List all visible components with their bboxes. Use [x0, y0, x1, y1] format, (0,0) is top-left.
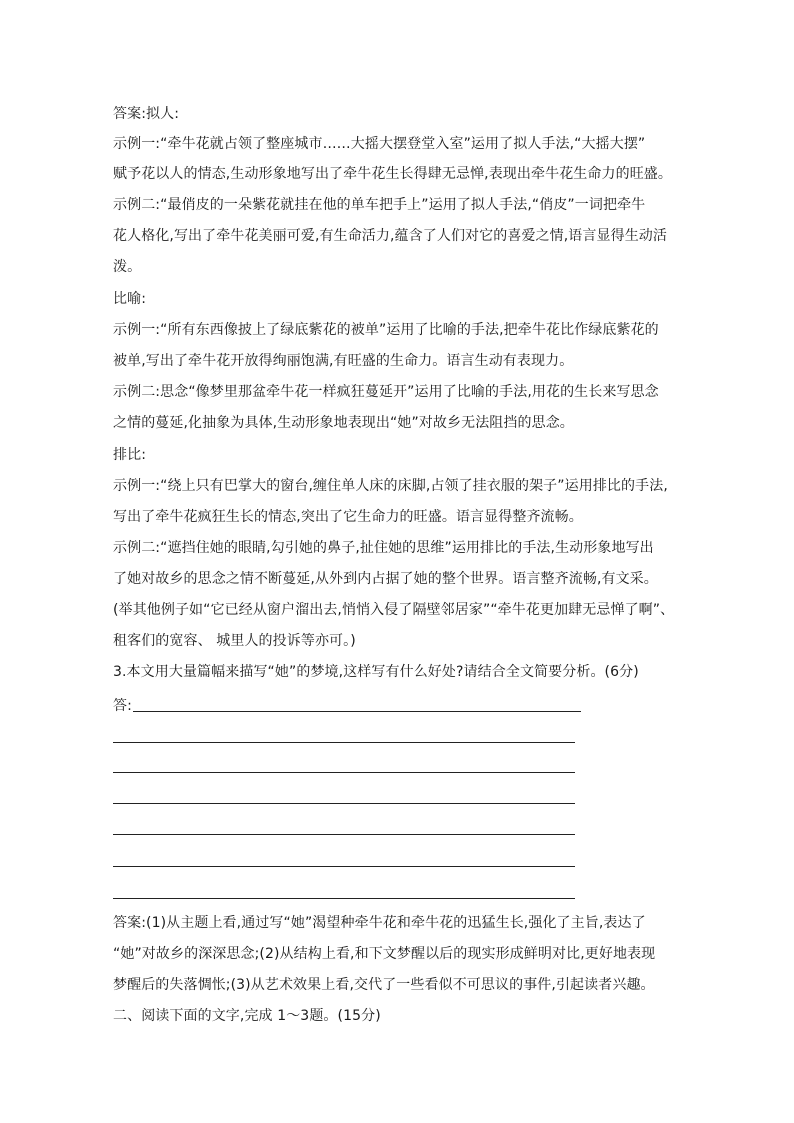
text-line: 被单,写出了牵牛花开放得绚丽饱满,有旺盛的生命力。语言生动有表现力。 [113, 353, 574, 369]
text-line: 泼。 [113, 259, 142, 275]
question-text: 3.本文用大量篇幅来描写“她”的梦境,这样写有什么好处?请结合全文简要分析。(6分) [113, 664, 639, 680]
answer-line[interactable] [113, 742, 575, 743]
text-line: 示例一:“所有东西像披上了绿底紫花的被单”运用了比喻的手法,把牵牛花比作绿底紫花的 [113, 322, 659, 338]
answer-label: 答: [113, 698, 132, 714]
text-line: (举其他例子如“它已经从窗户溜出去,悄悄入侵了隔壁邻居家”“牵牛花更加肆无忌惮了啊”、 [113, 602, 675, 618]
text-line: 之情的蔓延,化抽象为具体,生动形象地表现出“她”对故乡无法阻挡的思念。 [113, 415, 574, 431]
section-heading: 比喻: [113, 291, 147, 307]
answer-line[interactable] [133, 711, 581, 712]
section-heading: 排比: [113, 447, 147, 463]
answer-text: 梦醒后的失落惆怅;(3)从艺术效果上看,交代了一些看似不可思议的事件,引起读者兴趣。 [113, 977, 655, 993]
text-line: 示例二:“最俏皮的一朵紫花就挂在他的单车把手上”运用了拟人手法,“俏皮”一词把牵牛 [113, 197, 646, 213]
answer-line[interactable] [113, 803, 575, 804]
answer-line[interactable] [113, 834, 575, 835]
text-line: 了她对故乡的思念之情不断蔓延,从外到内占据了她的整个世界。语言整齐流畅,有文采。 [113, 571, 658, 587]
answer-text: 答案:(1)从主题上看,通过写“她”渴望种牵牛花和牵牛花的迅猛生长,强化了主旨,表达了 [113, 915, 646, 931]
text-line: 示例一:“牵牛花就占领了整座城市……大摇大摆登堂入室”运用了拟人手法,“大摇大摆” [113, 136, 646, 152]
answer-line[interactable] [113, 898, 575, 899]
answer-text: “她”对故乡的深深思念;(2)从结构上看,和下文梦醒以后的现实形成鲜明对比,更好地表现 [113, 946, 656, 962]
text-line: 租客们的宽容、 城里人的投诉等亦可。) [113, 633, 356, 649]
section-title: 二、阅读下面的文字,完成 1～3题。(15分) [113, 1008, 381, 1024]
text-line: 赋予花以人的情态,生动形象地写出了牵牛花生长得肆无忌惮,表现出牵牛花生命力的旺盛。 [113, 166, 672, 182]
answer-line[interactable] [113, 866, 575, 867]
text-line: 示例二:“遮挡住她的眼睛,勾引她的鼻子,扯住她的思维”运用排比的手法,生动形象地写出 [113, 540, 654, 556]
text-line: 答案:拟人: [113, 106, 180, 122]
text-line: 写出了牵牛花疯狂生长的情态,突出了它生命力的旺盛。语言显得整齐流畅。 [113, 509, 583, 525]
answer-line[interactable] [113, 772, 575, 773]
text-line: 花人格化,写出了牵牛花美丽可爱,有生命活力,蕴含了人们对它的喜爱之情,语言显得生动活 [113, 228, 667, 244]
text-line: 示例二:思念“像梦里那盆牵牛花一样疯狂蔓延开”运用了比喻的手法,用花的生长来写思念 [113, 384, 659, 400]
text-line: 示例一:“绕上只有巴掌大的窗台,缠住单人床的床脚,占领了挂衣服的架子”运用排比的手法, [113, 478, 668, 494]
